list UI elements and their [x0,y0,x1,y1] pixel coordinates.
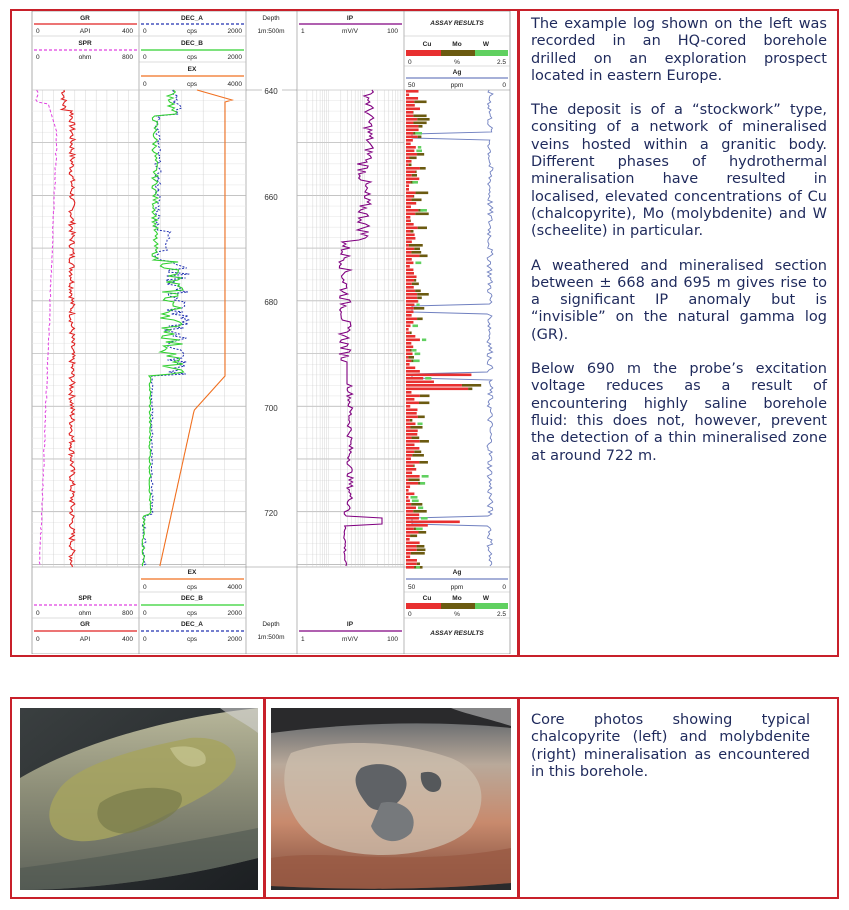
footer-spr-max: 800 [122,610,133,617]
footer-ex-ag [139,569,510,592]
depth-label-680: 680 [264,298,278,307]
description-paragraph-3: A weathered and mineralised section between ± 668 and 695 m gives rise to a significant IP anomaly but is “invisible” on the natural gamma log (GR). [531,257,827,343]
spr-unit: ohm [78,54,92,61]
footer-ip-max: 100 [387,636,398,643]
caption-text: Core photos showing typical chalcopyrite (left) and molybdenite (right) mineralisation as encountered in this borehole. [531,712,810,780]
ag-max: 0 [502,82,506,89]
depth-label-640: 640 [264,87,278,96]
dec-a-title: DEC_A [180,15,204,22]
footer-dec-b-unit: cps [186,610,198,617]
ex-unit: cps [186,81,198,88]
description-paragraph-4: Below 690 m the probe’s excitation voltage reduces as a result of encountering highly saline borehole fluid: this does not, however, prevent the detection of a thin mineralised zone at around 722 m. [531,361,827,464]
description-paragraph-1: The example log shown on the left was recorded in an HQ-cored borehole drilled on an exploration prospect located in eastern Europe. [531,16,827,84]
footer-ex-max: 4000 [227,584,242,591]
spr-title: SPR [78,40,92,47]
assay-cu-label: Cu [422,41,432,48]
assay-unit: % [454,59,460,66]
ag-title: Ag [452,69,462,76]
footer-assay-min: 0 [408,611,412,618]
footer-gr-max: 400 [122,636,133,643]
assay-w-label: W [482,41,490,48]
chalcopyrite-core-photo [20,708,258,890]
footer-spr-min: 0 [36,610,40,617]
footer-ag-unit: ppm [450,584,464,591]
header-assay [404,20,510,89]
header-ip [299,15,402,35]
depth-scale: 1m:500m [257,28,285,35]
assay-max: 2.5 [496,59,506,66]
borehole-log [12,11,517,654]
footer-ip-unit: mV/V [342,636,358,643]
ip-min: 1 [301,28,305,35]
ex-title: EX [187,66,197,73]
footer-ex-title: EX [187,569,197,576]
footer-dec-a-title: DEC_A [180,621,204,628]
description-text [531,16,827,482]
footer-depth-title: Depth [262,621,280,628]
ip-unit: mV/V [342,28,358,35]
footer-ag-min: 50 [408,584,416,591]
footer-mo-label: Mo [452,595,462,602]
gr-max: 400 [122,28,133,35]
footer-spr-decb [32,595,510,618]
footer-ip-title: IP [346,621,354,628]
ag-unit: ppm [450,82,464,89]
footer-dec-a-unit: cps [186,636,198,643]
spr-min: 0 [36,54,40,61]
dec-a-min: 0 [143,28,147,35]
dec-a-unit: cps [186,28,198,35]
ex-max: 4000 [227,81,242,88]
footer-dec-a-min: 0 [143,636,147,643]
gr-min: 0 [36,28,40,35]
header-depth [257,15,284,35]
description-paragraph-2: The deposit is of a “stockwork” type, consiting of a network of mineralised veins hosted within a granitic body. Different phases of hydrothermal mineralisation have resulted in localised, elevated concentrations of Cu (chalcopyrite), Mo (molybdenite) and W (scheelite) in particular. [531,102,827,240]
footer-w-label: W [482,595,490,602]
depth-label-660: 660 [264,193,278,202]
ex-min: 0 [143,81,147,88]
header-gr [32,15,139,61]
footer-cu-label: Cu [422,595,432,602]
footer-assay-max: 2.5 [496,611,506,618]
footer-spr-title: SPR [78,595,92,602]
assay-mo-label: Mo [452,41,462,48]
header-dec [139,15,246,88]
depth-label-700: 700 [264,404,278,413]
depth-title: Depth [262,15,280,22]
footer-assay-unit: % [454,611,460,618]
molybdenite-core-photo [271,708,511,890]
dec-b-min: 0 [143,54,147,61]
footer-dec-b-min: 0 [143,610,147,617]
assay-title: ASSAY RESULTS [430,20,484,27]
gr-title: GR [80,15,90,22]
dec-b-max: 2000 [227,54,242,61]
footer-ag-max: 0 [502,584,506,591]
footer-gr-title: GR [80,621,90,628]
spr-max: 800 [122,54,133,61]
dec-b-title: DEC_B [180,40,204,47]
footer-dec-b-max: 2000 [227,610,242,617]
ip-max: 100 [387,28,398,35]
dec-a-max: 2000 [227,28,242,35]
depth-label-720: 720 [264,509,278,518]
ip-title: IP [346,15,354,22]
ag-min: 50 [408,82,416,89]
footer-dec-b-title: DEC_B [180,595,204,602]
footer-dec-a-max: 2000 [227,636,242,643]
depth-labels [262,87,282,518]
footer-assay-title: ASSAY RESULTS [430,630,484,637]
footer-ip-min: 1 [301,636,305,643]
footer-gr-deca [34,621,484,643]
footer-spr-unit: ohm [78,610,92,617]
footer-ex-unit: cps [186,584,198,591]
footer-ex-min: 0 [143,584,147,591]
footer-ag-title: Ag [452,569,462,576]
footer-depth-scale: 1m:500m [257,634,285,641]
footer-gr-unit: API [79,636,91,643]
dec-b-unit: cps [186,54,198,61]
photo-caption [531,712,810,798]
gr-unit: API [79,28,91,35]
footer-gr-min: 0 [36,636,40,643]
assay-min: 0 [408,59,412,66]
